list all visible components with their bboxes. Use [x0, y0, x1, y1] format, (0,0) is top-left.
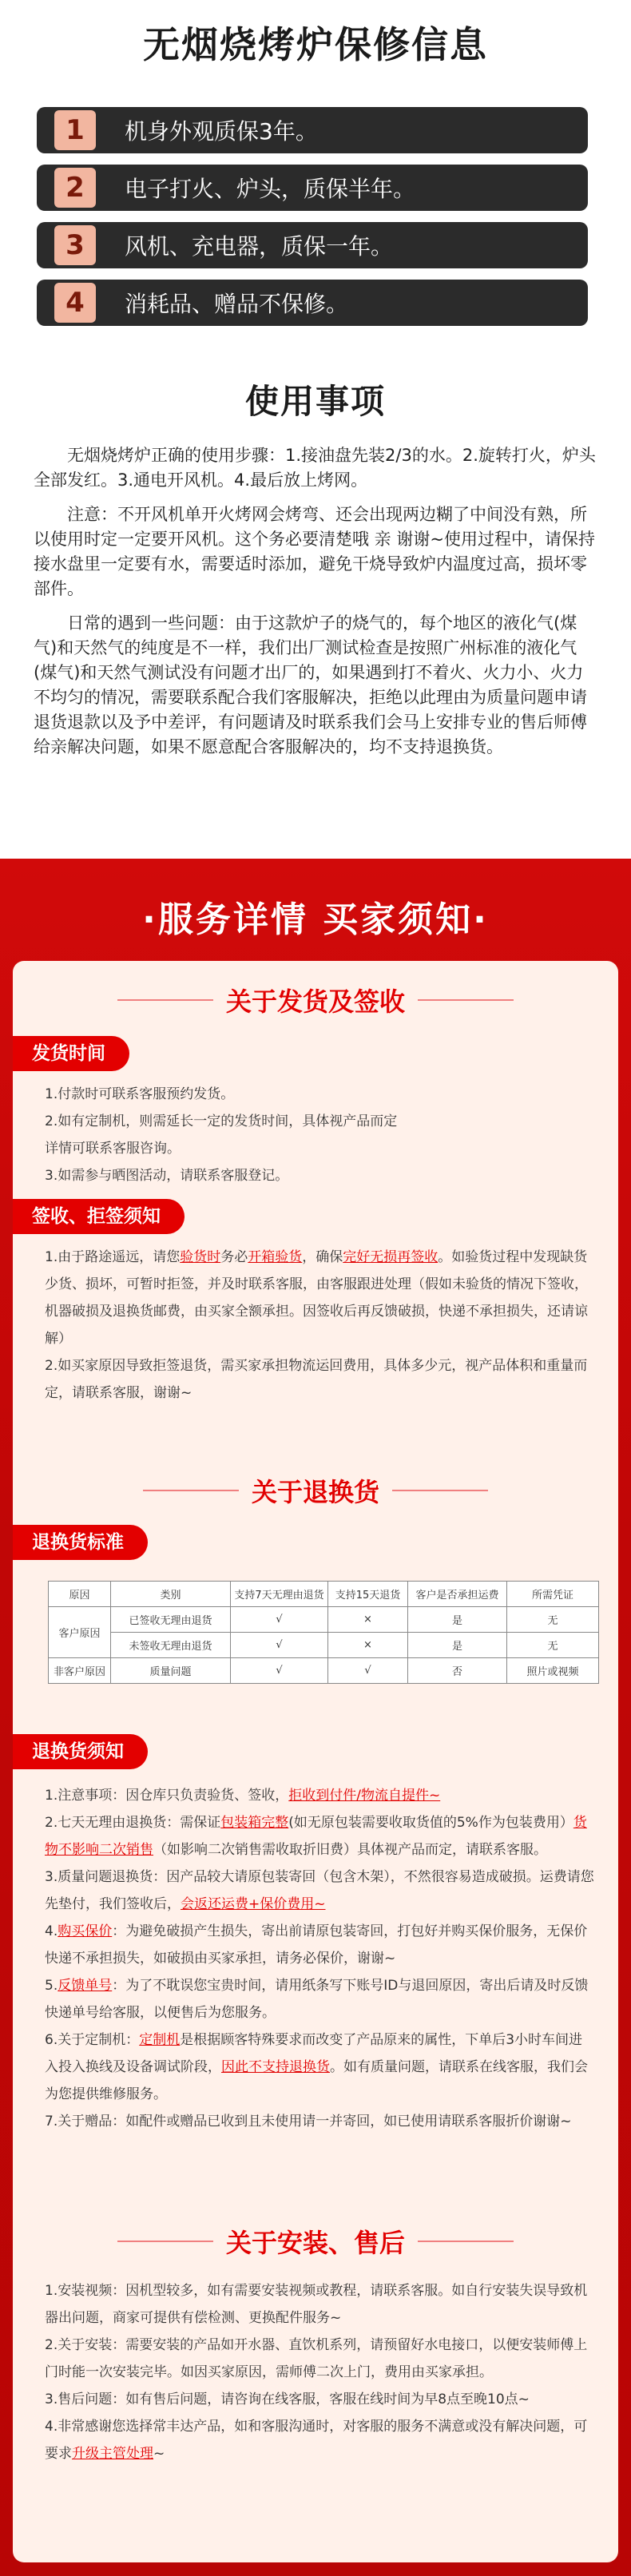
ship-time-text	[45, 1081, 596, 1189]
return-table	[48, 1581, 599, 1684]
table-cell: 无	[507, 1633, 599, 1658]
warranty-text: 消耗品、赠品不保修。	[125, 291, 349, 317]
text-paragraph: 2.如买家原因导致拒签退货，需买家承担物流运回费用，具体多少元，视产品体积和重量而定，请联系客服，谢谢~	[45, 1358, 588, 1401]
warranty-item	[37, 107, 588, 153]
warranty-number: 1	[54, 110, 96, 150]
table-cell: 非客户原因	[49, 1658, 111, 1684]
text-paragraph: 1.安装视频：因机型较多，如有需要安装视频或教程，请联系客服。如自行安装失误导致机器出问题，商家可提供有偿检测、更换配件服务~	[45, 2283, 588, 2326]
text-line: 详情可联系客服咨询。	[45, 1141, 181, 1157]
table-header: 支持7天无理由退货	[231, 1582, 328, 1607]
warranty-number: 2	[54, 168, 96, 208]
text-paragraph: 1.注意事项：因仓库只负责验货、签收，拒收到付件/物流自提件~	[45, 1788, 441, 1804]
warranty-number: 3	[54, 225, 96, 265]
section-heading-text: 关于发货及签收	[225, 986, 405, 1017]
table-cell: 客户原因	[49, 1607, 111, 1658]
section-heading-text: 关于退换货	[251, 1477, 379, 1507]
text-paragraph: 3.质量问题退换货：因产品较大请原包装寄回（包含木架），不然很容易造成破损。运费请您先垫付，我们签收后，会返还运费+保价费用~	[45, 1869, 594, 1912]
usage-paragraph: 无烟烧烤炉正确的使用步骤：1.接油盘先装2/3的水。2.旋转打火，炉头全部发红。3.通电开风机。4.最后放上烤网。	[34, 446, 596, 490]
warranty-number: 4	[54, 283, 96, 323]
usage-paragraph: 日常的遇到一些问题：由于这款炉子的烧气的，每个地区的液化气(煤气)和天然气的纯度是不一样，我们出厂测试检查是按照广州标准的液化气(煤气)和天然气测试没有问题才出厂的，如果遇到打不着火、火力小、火力不均匀的情况，需要联系配合我们客服解决，拒绝以此理由为质量问题申请退货退款以及予中差评，有问题请及时联系我们会马上安排专业的售后师傅给亲解决问题，如果不愿意配合客服解决的，均不支持退换货。	[34, 613, 587, 756]
text-paragraph: 2.关于安装：需要安装的产品如开水器、直饮机系列，请预留好水电接口，以便安装师傅上门时能一次安装完毕。如因买家原因，需师傅二次上门，费用由买家承担。	[45, 2337, 588, 2380]
divider	[418, 2241, 514, 2242]
table-row	[49, 1607, 599, 1633]
section-heading-install	[13, 2223, 618, 2260]
text-paragraph: 1.由于路途遥远，请您验货时务必开箱验货，确保完好无损再签收。如验货过程中发现缺货少货、损坏，可暂时拒签，并及时联系客服，由客服跟进处理（假如未验货的情况下签收，机器破损及退换货邮费，由买家全额承担。因签收后再反馈破损，快递不承担损失，还请谅解）	[45, 1249, 588, 1347]
table-header: 客户是否承担运费	[408, 1582, 507, 1607]
text-paragraph: 4.购买保价：为避免破损产生损失，寄出前请原包装寄回，打包好并购买保价服务，无保价快递不承担损失，如破损由买家承担，请务必保价，谢谢~	[45, 1923, 588, 1967]
warranty-section	[0, 0, 631, 859]
table-cell: ×	[328, 1633, 408, 1658]
text-line: 1.付款时可联系客服预约发货。	[45, 1086, 235, 1102]
table-row	[49, 1658, 599, 1684]
table-cell: 无	[507, 1607, 599, 1633]
table-cell: 未签收无理由退货	[111, 1633, 231, 1658]
usage-title: 使用事项	[244, 382, 386, 421]
table-header: 类别	[111, 1582, 231, 1607]
text-line: 3.如需参与晒图活动，请联系客服登记。	[45, 1168, 289, 1184]
text-paragraph: 6.关于定制机：定制机是根据顾客特殊要求而改变了产品原来的属性，下单后3小时车间进入投入换线及设备调试阶段，因此不支持退换货。如有质量问题，请联系在线客服，我们会为您提供维修服务。	[45, 2032, 588, 2102]
text-paragraph: 5.反馈单号：为了不耽误您宝贵时间，请用纸条写下账号ID与退回原因，寄出后请及时反馈快递单号给客服，以便售后为您服务。	[45, 1978, 589, 2021]
table-cell: √	[231, 1633, 328, 1658]
warranty-item	[37, 165, 588, 211]
divider	[418, 999, 514, 1001]
service-panel	[13, 961, 618, 2562]
table-cell: 已签收无理由退货	[111, 1607, 231, 1633]
table-cell: ×	[328, 1607, 408, 1633]
tag-return-standard: 退换货标准	[13, 1525, 148, 1560]
return-notice-text	[45, 1782, 596, 2135]
warranty-item	[37, 222, 588, 268]
table-cell: 质量问题	[111, 1658, 231, 1684]
divider	[117, 2241, 213, 2242]
table-header: 支持15天退货	[328, 1582, 408, 1607]
text-paragraph: 3.售后问题：如有售后问题，请咨询在线客服，客服在线时间为早8点至晚10点~	[45, 2391, 530, 2407]
tag-sign: 签收、拒签须知	[13, 1199, 185, 1234]
divider	[117, 999, 213, 1001]
install-text	[45, 2277, 596, 2467]
section-heading-shipping	[13, 982, 618, 1018]
table-cell: 是	[408, 1633, 507, 1658]
usage-body	[34, 443, 597, 769]
table-header: 所需凭证	[507, 1582, 599, 1607]
table-cell: 照片或视频	[507, 1658, 599, 1684]
warranty-item	[37, 280, 588, 326]
warranty-list	[37, 107, 588, 337]
tag-return-notice: 退换货须知	[13, 1734, 148, 1769]
text-paragraph: 2.七天无理由退换货：需保证包装箱完整(如无原包装需要收取货值的5%作为包装费用）货物不影响二次销售（如影响二次销售需收取折旧费）具体视产品而定，请联系客服。	[45, 1815, 587, 1858]
table-header-row	[49, 1582, 599, 1607]
divider	[143, 1490, 239, 1491]
table-cell: 否	[408, 1658, 507, 1684]
warranty-text: 电子打火、炉头，质保半年。	[125, 176, 416, 202]
divider	[392, 1490, 488, 1491]
service-title: ·服务详情 买家须知·	[142, 899, 489, 940]
section-heading-text: 关于安装、售后	[225, 2228, 405, 2258]
table-row	[49, 1633, 599, 1658]
warranty-text: 机身外观质保3年。	[125, 118, 318, 145]
page-title: 无烟烧烤炉保修信息	[143, 23, 488, 66]
text-paragraph: 7.关于赠品：如配件或赠品已收到且未使用请一并寄回，如已使用请联系客服折价谢谢~	[45, 2114, 572, 2129]
text-paragraph: 4.非常感谢您选择常丰达产品，如和客服沟通时，对客服的服务不满意或没有解决问题，可要求升级主管处理~	[45, 2419, 588, 2462]
warranty-text: 风机、充电器，质保一年。	[125, 233, 394, 260]
table-cell: √	[328, 1658, 408, 1684]
table-cell: √	[231, 1607, 328, 1633]
table-cell: 是	[408, 1607, 507, 1633]
table-cell: √	[231, 1658, 328, 1684]
sign-text	[45, 1244, 596, 1407]
tag-ship-time: 发货时间	[13, 1036, 129, 1071]
usage-paragraph: 注意：不开风机单开火烤网会烤弯、还会出现两边糊了中间没有熟，所以使用时定一定要开风机。这个务必要清楚哦 亲 谢谢~使用过程中，请保持接水盘里一定要有水，需要适时添加，避免干烧导致炉内温度过高，损坏零部件。	[34, 505, 595, 598]
section-heading-return	[13, 1472, 618, 1509]
text-line: 2.如有定制机，则需延长一定的发货时间，具体视产品而定	[45, 1113, 398, 1129]
service-section	[0, 859, 631, 2576]
table-header: 原因	[49, 1582, 111, 1607]
